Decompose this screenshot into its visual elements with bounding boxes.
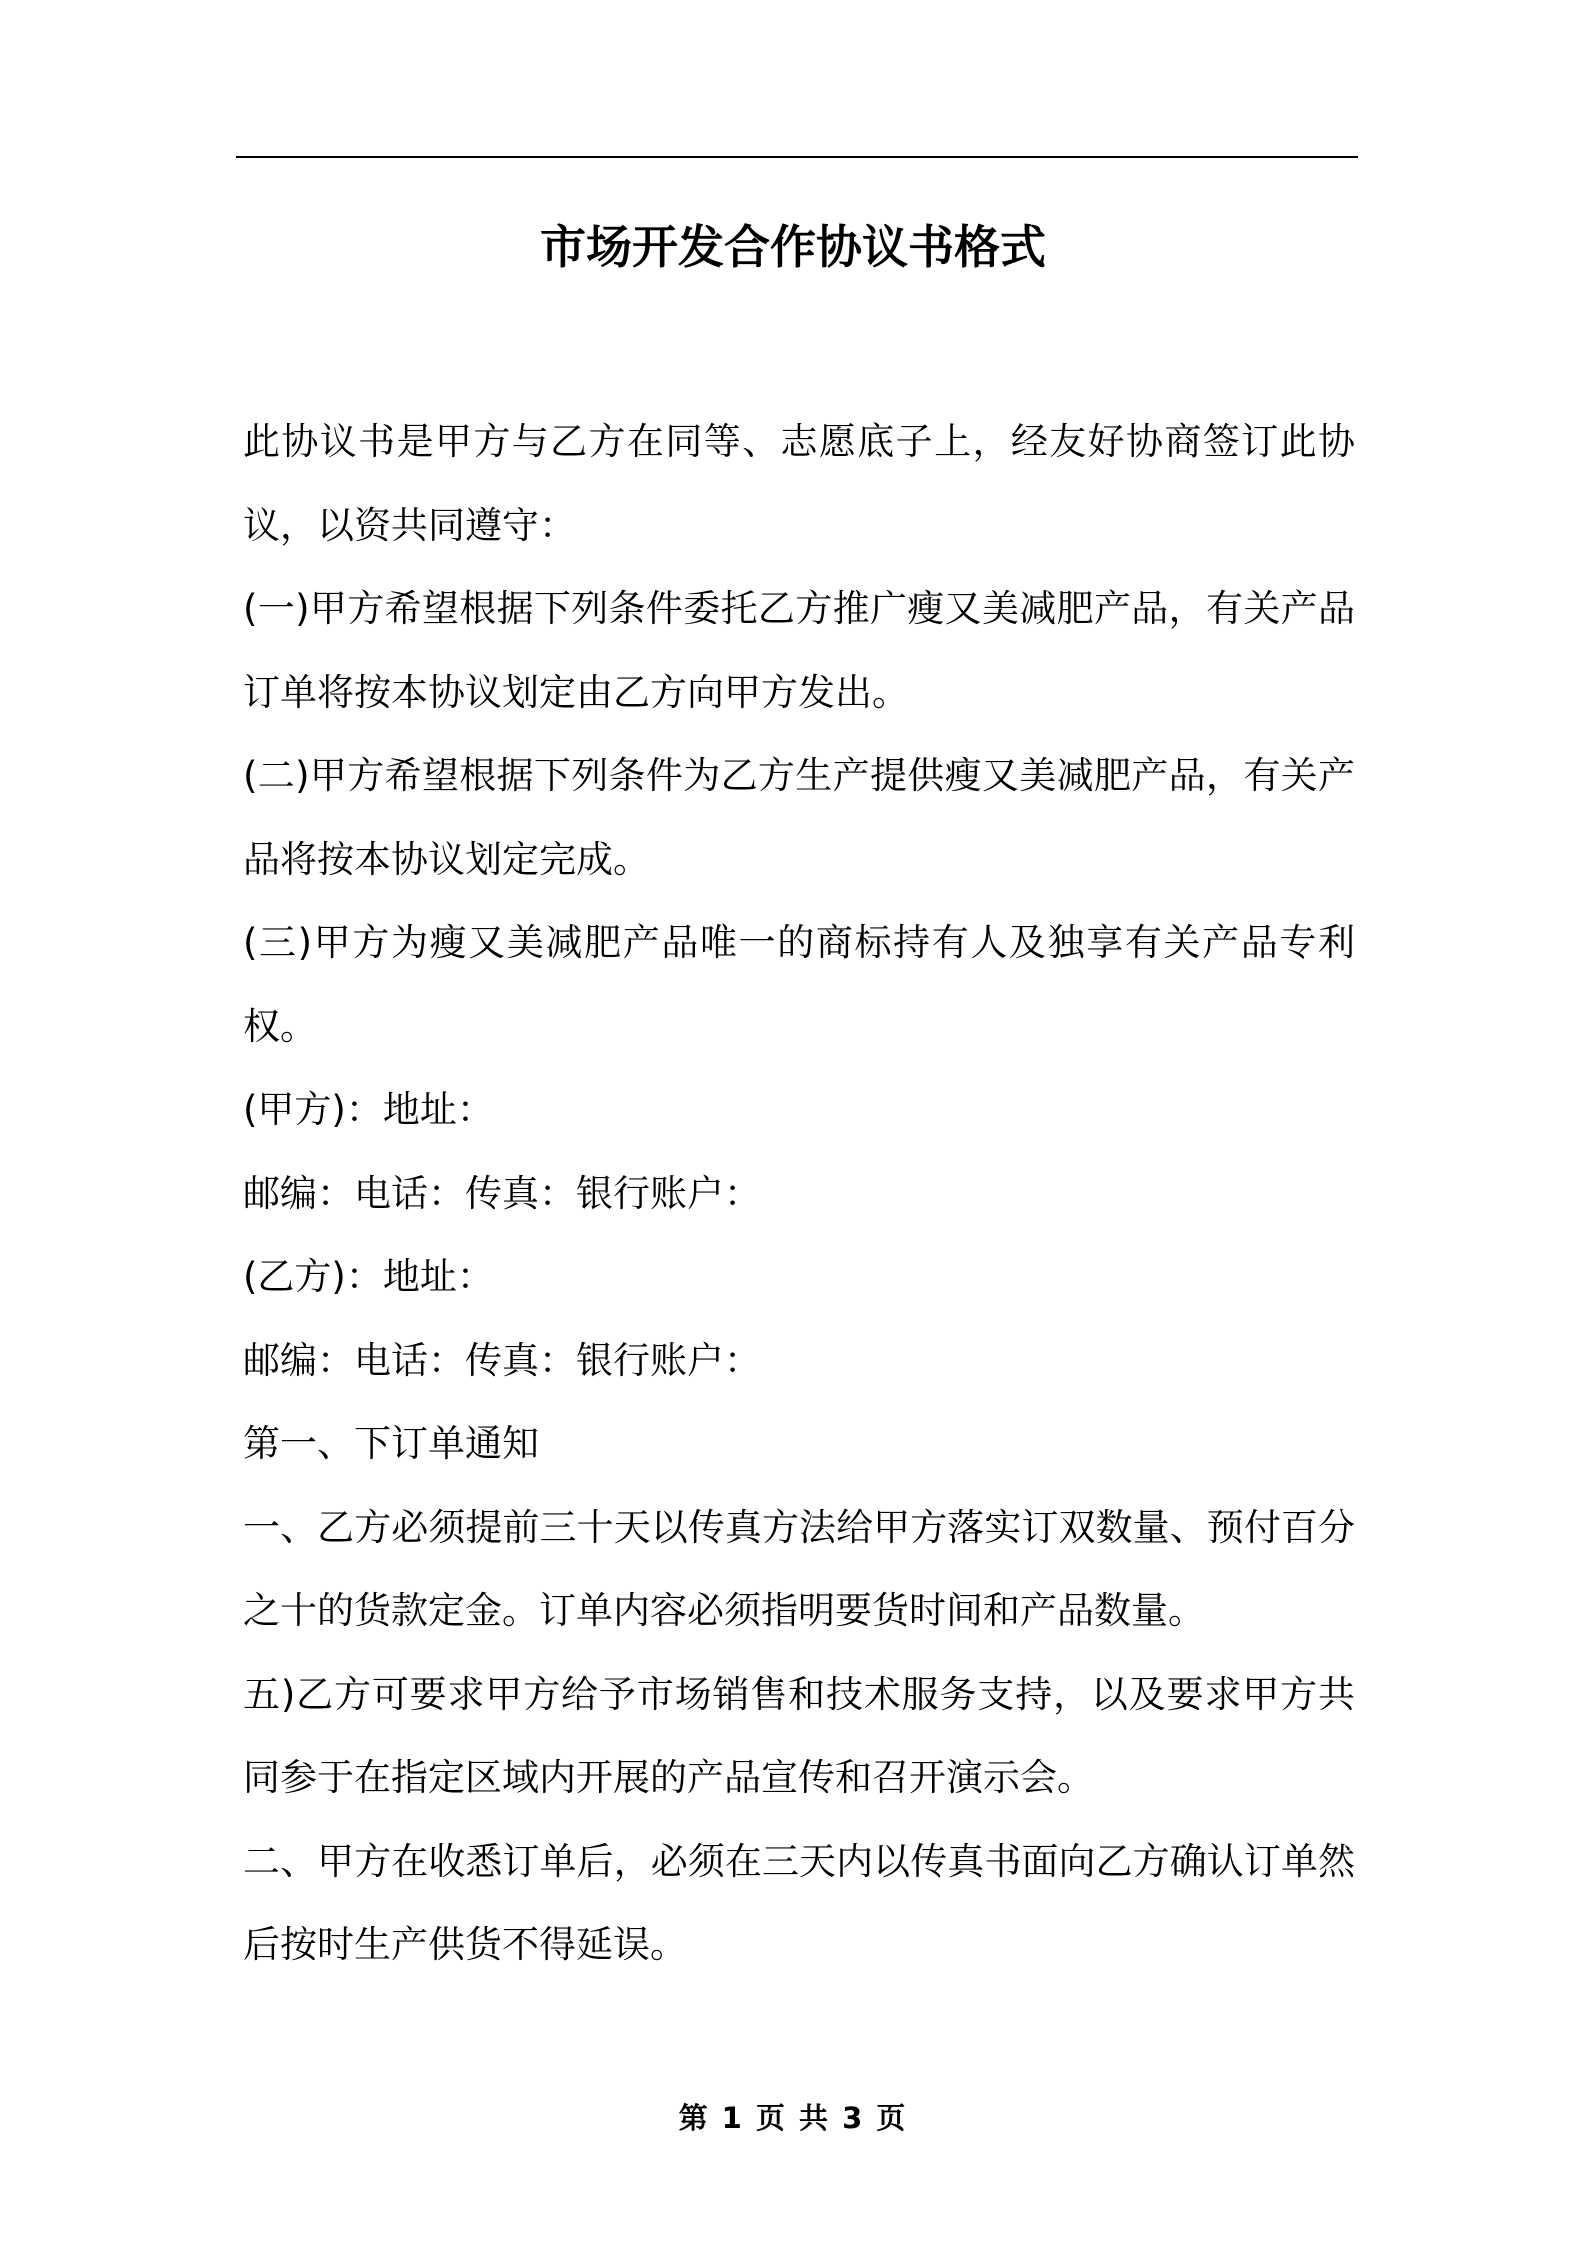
party-b-contact: 邮编：电话：传真：银行账户：	[243, 1338, 761, 1382]
paragraph-order-item-1: 一、乙方必须提前三十天以传真方法给甲方落实订双数量、预付百分之十的货款定金。订单内容必须指明要货时间和产品数量。	[243, 1505, 1355, 1632]
paragraph-order-item-2: 二、甲方在收悉订单后，必须在三天内以传真书面向乙方确认订单然后按时生产供货不得延误。	[243, 1839, 1355, 1966]
paragraph-order-item-5: 五)乙方可要求甲方给予市场销售和技术服务支持，以及要求甲方共同参于在指定区域内开展的产品宣传和召开演示会。	[243, 1672, 1355, 1799]
paragraph-clause-3: (三)甲方为瘦又美减肥产品唯一的商标持有人及独享有关产品专利权。	[243, 921, 1355, 1048]
party-b-address: (乙方)：地址：	[243, 1255, 494, 1298]
party-a-address: (甲方)：地址：	[243, 1088, 494, 1131]
header-divider	[236, 156, 1358, 158]
party-a-contact: 邮编：电话：传真：银行账户：	[243, 1171, 761, 1215]
paragraph-clause-2: (二)甲方希望根据下列条件为乙方生产提供瘦又美减肥产品，有关产品将按本协议划定完成。	[243, 754, 1355, 881]
document-body	[243, 400, 1355, 1987]
section-heading-order-notice: 第一、下订单通知	[243, 1422, 539, 1465]
paragraph-clause-1: (一)甲方希望根据下列条件委托乙方推广瘦又美减肥产品，有关产品订单将按本协议划定由乙方向甲方发出。	[243, 587, 1355, 714]
document-title: 市场开发合作协议书格式	[540, 220, 1046, 274]
paragraph-preamble: 此协议书是甲方与乙方在同等、志愿底子上，经友好协商签订此协议，以资共同遵守：	[243, 420, 1355, 547]
page-number-footer: 第 1 页 共 3 页	[678, 2101, 908, 2135]
